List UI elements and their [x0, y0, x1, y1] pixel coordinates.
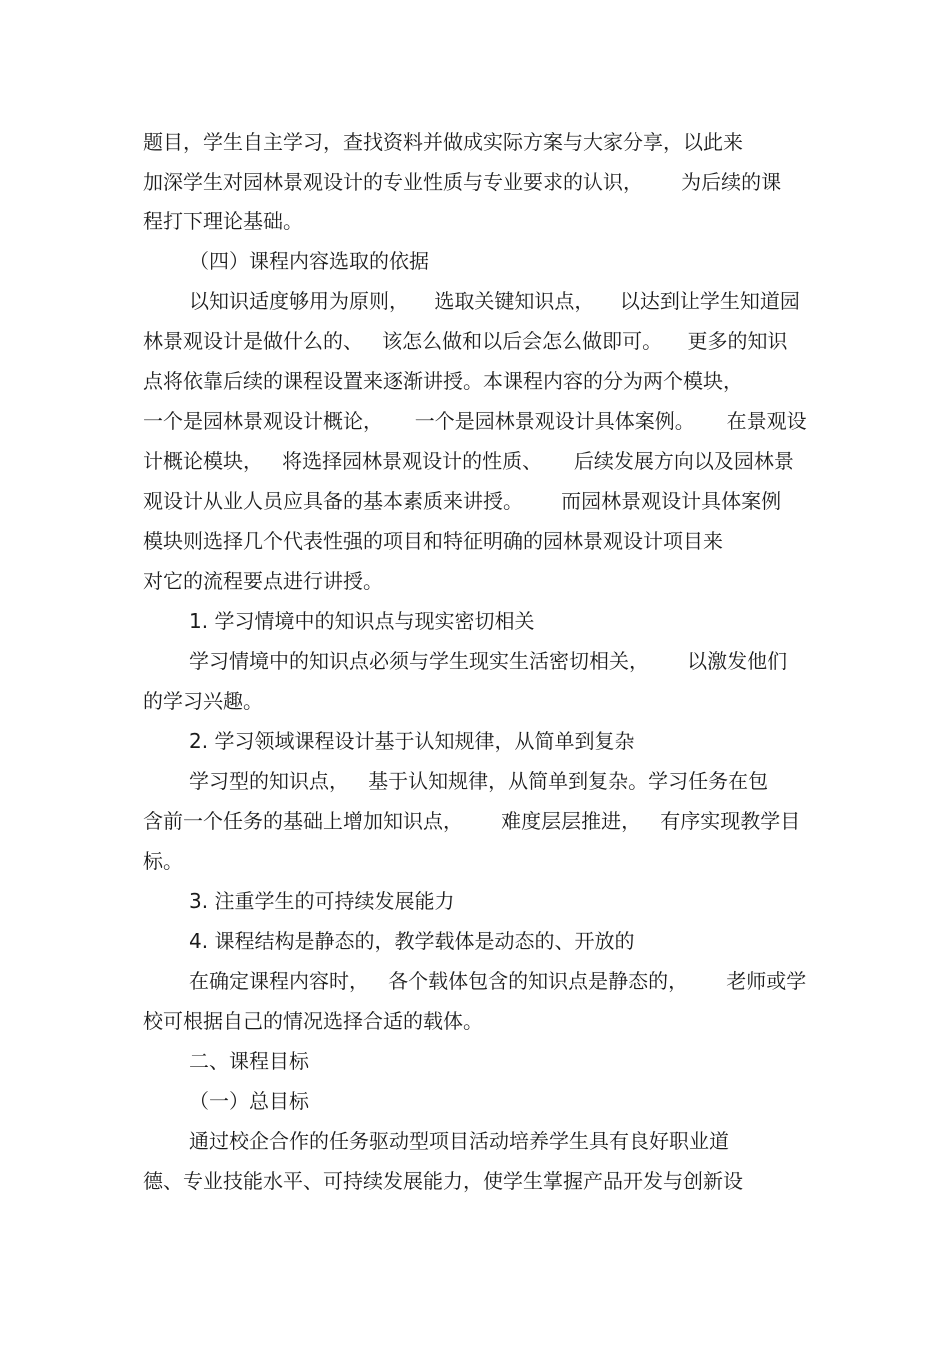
text-line: 模块则选择几个代表性强的项目和特征明确的园林景观设计项目来 [143, 529, 723, 553]
text-line: 对它的流程要点进行讲授。 [143, 569, 383, 593]
section-heading: （四）课程内容选取的依据 [189, 249, 429, 273]
text-line: 校可根据自己的情况选择合适的载体。 [143, 1009, 483, 1033]
text-line: 计概论模块， 将选择园林景观设计的性质、 后续发展方向以及园林景 [143, 449, 794, 473]
text-line: 通过校企合作的任务驱动型项目活动培养学生具有良好职业道 [189, 1129, 729, 1153]
text-line: 观设计从业人员应具备的基本素质来讲授。 而园林景观设计具体案例 [143, 489, 782, 513]
text-line: 德、专业技能水平、可持续发展能力，使学生掌握产品开发与创新设 [143, 1169, 743, 1193]
text-line: 以知识适度够用为原则， 选取关键知识点， 以达到让学生知道园 [189, 289, 800, 313]
text-line: 点将依靠后续的课程设置来逐渐讲授。本课程内容的分为两个模块， [143, 369, 743, 393]
text-line: 在确定课程内容时， 各个载体包含的知识点是静态的， 老师或学 [189, 969, 807, 993]
text-line: 含前一个任务的基础上增加知识点， 难度层层推进， 有序实现教学目 [143, 809, 801, 833]
text-line: 加深学生对园林景观设计的专业性质与专业要求的认识， 为后续的课 [143, 170, 782, 194]
text-line: 的学习兴趣。 [143, 689, 263, 713]
text-line: 学习型的知识点， 基于认知规律，从简单到复杂。学习任务在包 [189, 769, 769, 793]
list-heading: 3. 注重学生的可持续发展能力 [189, 889, 455, 913]
text-line: 程打下理论基础。 [143, 209, 303, 233]
list-heading: 1. 学习情境中的知识点与现实密切相关 [189, 609, 535, 633]
section-heading: 二、课程目标 [189, 1049, 309, 1073]
list-heading: 4. 课程结构是静态的，教学载体是动态的、开放的 [189, 929, 635, 953]
list-heading: 2. 学习领域课程设计基于认知规律，从简单到复杂 [189, 729, 635, 753]
text-line: 林景观设计是做什么的、 该怎么做和以后会怎么做即可。 更多的知识 [143, 329, 788, 353]
text-line: 一个是园林景观设计概论， 一个是园林景观设计具体案例。 在景观设 [143, 409, 807, 433]
text-line: 标。 [143, 849, 183, 873]
text-line: 题目，学生自主学习，查找资料并做成实际方案与大家分享，以此来 [143, 130, 743, 154]
text-line: 学习情境中的知识点必须与学生现实生活密切相关， 以激发他们 [189, 649, 788, 673]
section-heading: （一）总目标 [189, 1089, 309, 1113]
